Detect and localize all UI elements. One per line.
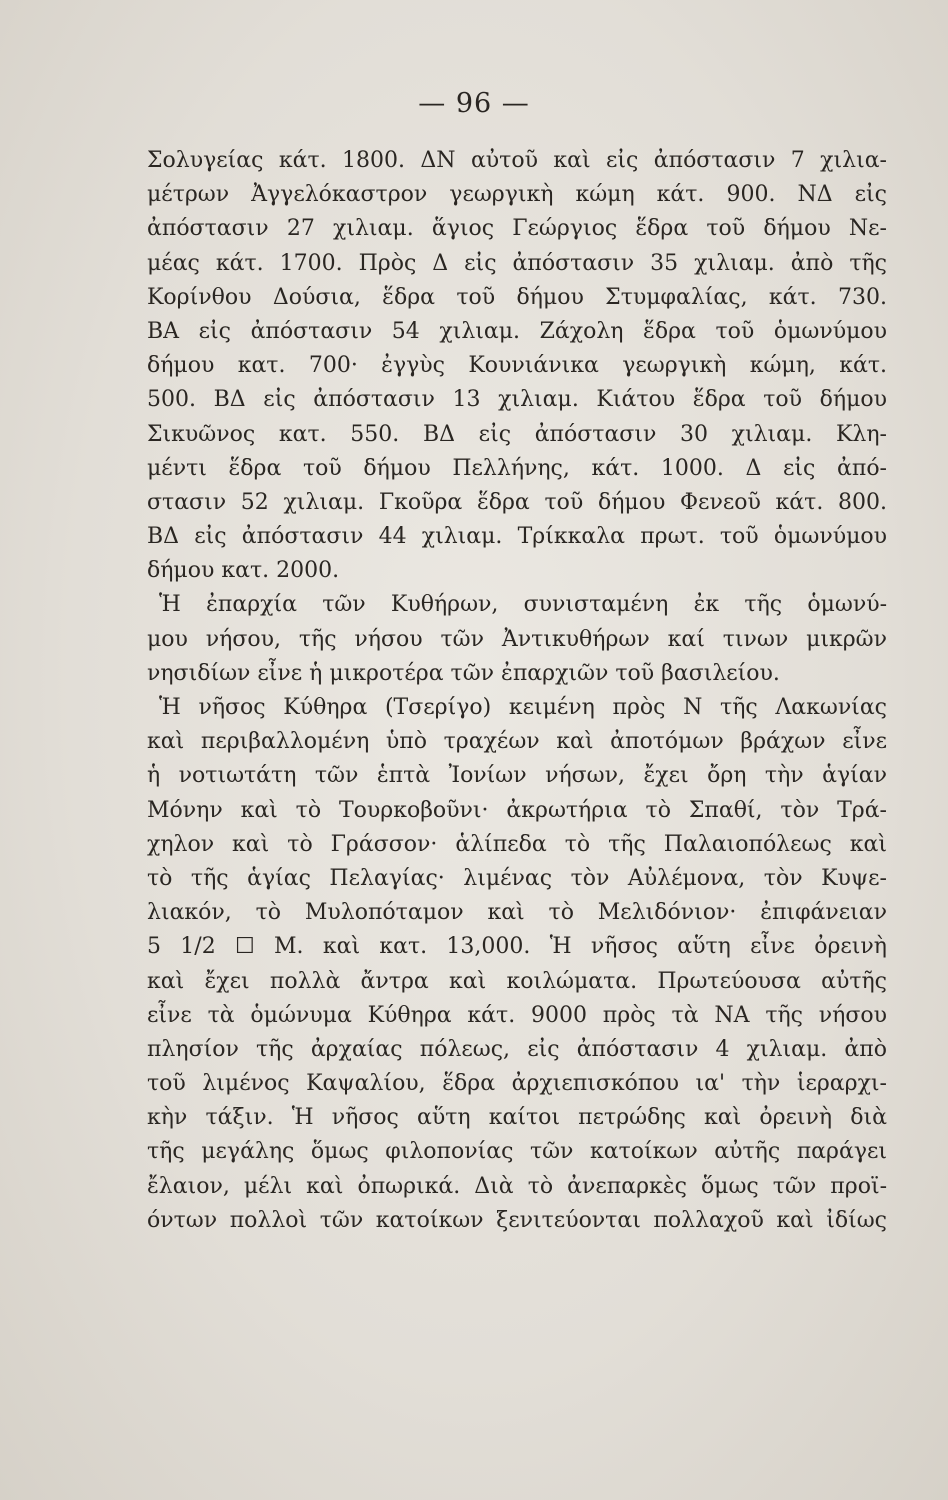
page-number: — 96 —: [418, 88, 530, 119]
text-line: μέτρων Ἀγγελόκαστρον γεωργικὴ κώμη κάτ. 900. ΝΔ εἰς: [147, 182, 887, 208]
text-line: δήμου κατ. 2000.: [147, 558, 340, 584]
text-line: ἡ νοτιωτάτη τῶν ἑπτὰ Ἰονίων νήσων, ἔχει ὄρη τὴν ἁγίαν: [147, 763, 887, 789]
text-line: τοῦ λιμένος Καψαλίου, ἕδρα ἀρχιεπισκόπου ια' τὴν ἱεραρχι-: [147, 1071, 887, 1097]
text-line: Σικυῶνος κατ. 550. ΒΔ εἰς ἀπόστασιν 30 χιλιαμ. Κλη-: [147, 421, 887, 447]
body-text: [147, 144, 887, 1238]
text-line: εἶνε τὰ ὁμώνυμα Κύθηρα κάτ. 9000 πρὸς τὰ ΝΑ τῆς νήσου: [147, 1002, 887, 1028]
text-line: ΒΔ εἰς ἀπόστασιν 44 χιλιαμ. Τρίκκαλα πρωτ. τοῦ ὁμωνύμου: [147, 524, 887, 550]
text-line: τὸ τῆς ἁγίας Πελαγίας· λιμένας τὸν Αὐλέμονα, τὸν Κυψε-: [147, 865, 887, 891]
text-line: Κορίνθου Δούσια, ἕδρα τοῦ δήμου Στυμφαλίας, κάτ. 730.: [147, 284, 887, 310]
text-line: χηλον καὶ τὸ Γράσσον· ἁλίπεδα τὸ τῆς Παλαιοπόλεως καὶ: [147, 831, 887, 857]
text-line: Ἡ ἐπαρχία τῶν Κυθήρων, συνισταμένη ἐκ τῆς ὁμωνύ-: [159, 592, 887, 618]
text-line: μου νήσου, τῆς νήσου τῶν Ἀντικυθήρων καί τινων μικρῶν: [147, 626, 887, 652]
text-line: Ἡ νῆσος Κύθηρα (Τσερίγο) κειμένη πρὸς Ν τῆς Λακωνίας: [159, 695, 887, 720]
text-line: μέντι ἕδρα τοῦ δήμου Πελλήνης, κάτ. 1000. Δ εἰς ἀπό-: [147, 455, 887, 481]
text-line: 5 1/2 ☐ Μ. καὶ κατ. 13,000. Ἡ νῆσος αὕτη εἶνε ὀρεινὴ: [147, 934, 887, 960]
text-line: λιακόν, τὸ Μυλοπόταμον καὶ τὸ Μελιδόνιον· ἐπιφάνειαν: [147, 900, 887, 926]
text-line: δήμου κατ. 700· ἐγγὺς Κουνιάνικα γεωργικὴ κώμη, κάτ.: [147, 353, 887, 379]
text-line: 500. ΒΔ εἰς ἀπόστασιν 13 χιλιαμ. Κιάτου ἕδρα τοῦ δήμου: [147, 387, 887, 413]
text-line: στασιν 52 χιλιαμ. Γκοῦρα ἕδρα τοῦ δήμου Φενεοῦ κάτ. 800.: [147, 489, 887, 515]
text-line: καὶ περιβαλλομένη ὑπὸ τραχέων καὶ ἀποτόμων βράχων εἶνε: [147, 729, 887, 755]
text-line: μέας κάτ. 1700. Πρὸς Δ εἰς ἀπόστασιν 35 χιλιαμ. ἀπὸ τῆς: [147, 250, 887, 276]
text-line: καὶ ἔχει πολλὰ ἄντρα καὶ κοιλώματα. Πρωτεύουσα αὐτῆς: [147, 968, 887, 994]
text-line: πλησίον τῆς ἀρχαίας πόλεως, εἰς ἀπόστασιν 4 χιλιαμ. ἀπὸ: [147, 1036, 887, 1062]
text-line: τῆς μεγάλης ὅμως φιλοπονίας τῶν κατοίκων αὐτῆς παράγει: [147, 1139, 887, 1165]
text-line: ἔλαιον, μέλι καὶ ὀπωρικά. Διὰ τὸ ἀνεπαρκὲς ὅμως τῶν προϊ-: [147, 1173, 887, 1199]
text-line: Μόνην καὶ τὸ Τουρκοβοῦνι· ἀκρωτήρια τὸ Σπαθί, τὸν Τρά-: [147, 797, 887, 823]
text-line: ἀπόστασιν 27 χιλιαμ. ἅγιος Γεώργιος ἕδρα τοῦ δήμου Νε-: [147, 216, 887, 242]
text-line: κὴν τάξιν. Ἡ νῆσος αὕτη καίτοι πετρώδης καὶ ὀρεινὴ διὰ: [147, 1105, 887, 1131]
text-line: νησιδίων εἶνε ἡ μικροτέρα τῶν ἐπαρχιῶν τοῦ βασιλείου.: [147, 660, 780, 686]
text-line: όντων πολλοὶ τῶν κατοίκων ξενιτεύονται πολλαχοῦ καὶ ἰδίως: [147, 1207, 887, 1233]
text-line: ΒΑ εἰς ἀπόστασιν 54 χιλιαμ. Ζάχολη ἕδρα τοῦ ὁμωνύμου: [147, 318, 887, 344]
text-line: Σολυγείας κάτ. 1800. ΔΝ αὐτοῦ καὶ εἰς ἀπόστασιν 7 χιλια-: [147, 148, 887, 173]
